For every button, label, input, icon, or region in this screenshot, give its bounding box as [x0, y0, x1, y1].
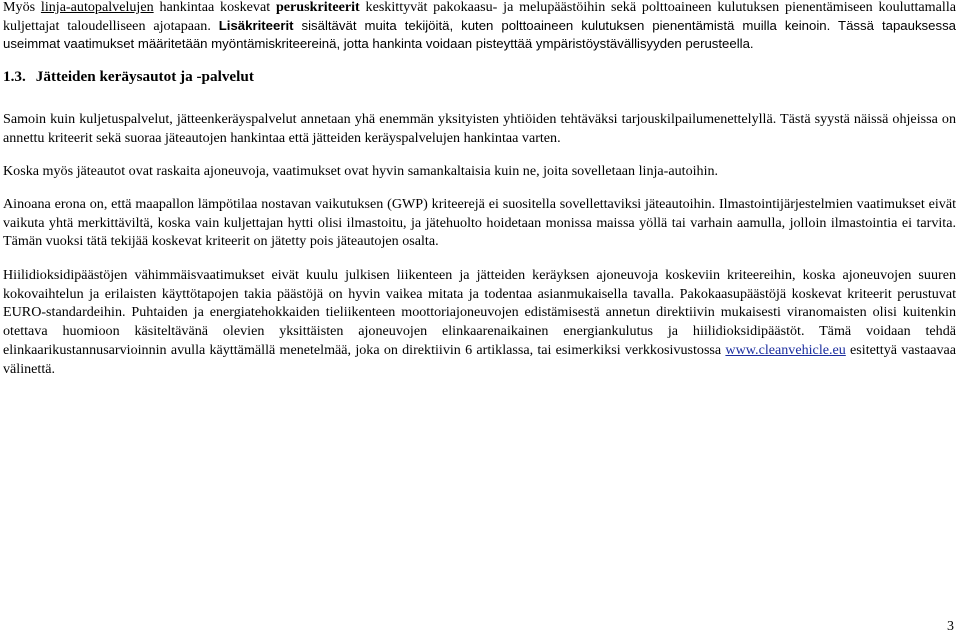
additional-criteria-term: Lisäkriteerit	[218, 17, 294, 33]
paragraph-4-text: Hiilidioksidipäästöjen vähimmäisvaatimukset eivät kuulu julkisen liikenteen ja jätteiden keräyksen ajoneuvoja koskeviin kriteereihin, koska ajoneuvojen suuren kokovaihtelun ja erilaisten käyttötapojen takia päästöjä on hyvin vaikea mitata ja todentaa asianmukaisella tavalla. Pakokaasupäästöjä koskevat kriteerit perustuvat EURO-standardeihin. Puhtaiden ja energiatehokkaiden tieliikenteen moottoriajoneuvojen edistämisestä annetun direktiivin mukaisesti viranomaisten olisi kuitenkin otettava huomioon käsiteltävänä olevien yksittäisten ajoneuvojen elinkaarenaikainen energiankulutus ja hiilidioksidipäästöt. Tämä voidaan tehdä elinkaarikustannusarvioinnin avulla käyttämällä menetelmää, joka on direktiivin 6 artiklassa, tai esimerkiksi verkkosivustossa	[3, 267, 956, 358]
paragraph-4-end: esitettyä vastaavaa välinettä.	[3, 341, 957, 377]
paragraph-1: Samoin kuin kuljetuspalvelut, jätteenkeräyspalvelut annetaan yhä enemmän yksityisten yhtiöiden tehtäväksi tarjouskilpailumenettelyllä. Tästä syystä näissä ohjeissa on annettu kriteerit sekä suoraa jäteautojen hankintaa että jätteiden keräyspalvelujen hankintaa varten.	[3, 111, 956, 146]
intro-paragraph	[3, 0, 956, 54]
section-heading	[3, 68, 254, 86]
paragraph-2: Koska myös jäteautot ovat raskaita ajoneuvoja, vaatimukset ovat hyvin samankaltaisia kuin ne, joita sovelletaan linja-autoihin.	[3, 163, 719, 179]
bus-services-term: linja-autopalvelujen	[40, 0, 154, 15]
cleanvehicle-link[interactable]: www.cleanvehicle.eu	[725, 341, 846, 358]
paragraph-3: Ainoana erona on, että maapallon lämpötilaa nostavan vaikutuksen (GWP) kriteerejä ei suositella sovellettaviksi jäteautoihin. Ilmastointijärjestelmien vaatimukset eivät vaikuta yhtä merkittäviltä, koska vain kuljettajan hytti olisi ilmastoitu, ja jätehuolto hoidetaan monissa maissa yöllä tai varhain aamulla, jolloin ilmastointia ei tarvita. Tämän vuoksi tätä tekijää koskevat kriteerit on jätetty pois jäteautojen osalta.	[3, 196, 956, 250]
section-number: 1.3.	[3, 68, 26, 85]
section-title: Jätteiden keräysautot ja -palvelut	[35, 68, 254, 85]
intro-text-rest: keskittyvät pakokaasu- ja melupäästöihin sekä polttoaineen kulutuksen pienentämiseen kouluttamalla kuljettajat taloudelliseen ajotapaan.	[3, 0, 956, 34]
basic-criteria-term: peruskriteerit	[275, 0, 360, 15]
intro-text-sans: sisältävät muita tekijöitä, kuten polttoaineen kulutuksen pienentämistä muilla keinoin. Tässä tapauksessa useimmat vaatimukset määritetään myöntämiskriteereinä, jotta hankinta voidaan pisteyttää ympäristöystävällisyyden perusteella.	[3, 17, 957, 52]
intro-text-mid: hankintaa koskevat	[153, 0, 276, 15]
intro-text-start: Myös	[3, 0, 41, 15]
paragraph-4	[3, 266, 956, 378]
page-number: 3	[947, 619, 954, 634]
